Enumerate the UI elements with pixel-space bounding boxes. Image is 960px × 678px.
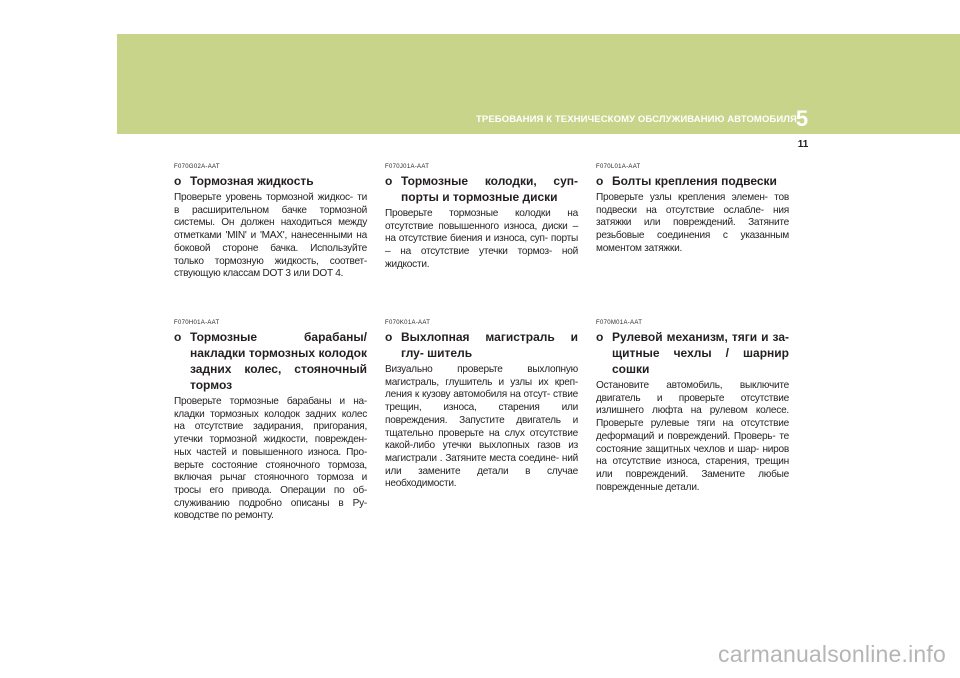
section-exhaust — [385, 320, 578, 491]
section-code: F070M01A-AAT — [596, 320, 643, 326]
section-code: F070H01A-AAT — [174, 320, 220, 326]
chapter-title: ТРЕБОВАНИЯ К ТЕХНИЧЕСКОМУ ОБСЛУЖИВАНИЮ АВТОМОБИЛЯ — [476, 114, 797, 125]
section-title-text: Тормозная жидкость — [190, 174, 314, 188]
section-brake-pads — [385, 164, 578, 272]
section-title — [385, 173, 578, 205]
section-title-text: Рулевой механизм, тяги и за- щитные чехлы / шарнир сошки — [612, 330, 789, 376]
section-steering — [596, 320, 789, 494]
section-rear-brakes — [174, 320, 367, 523]
section-suspension-bolts — [596, 164, 789, 256]
section-title — [596, 173, 789, 189]
section-title — [174, 329, 367, 393]
section-body: Проверьте узлы крепления элемен- тов подвески на отсутствие ослабле- ния затяжки или повреждений. Затяните резьбовые соединения с указанным моментом затяжки. — [596, 192, 789, 254]
section-title-text: Тормозные колодки, суп- порты и тормозные диски — [401, 174, 578, 204]
bullet-marker: o — [596, 174, 604, 188]
bullet-marker: o — [174, 330, 182, 344]
bullet-marker: o — [385, 330, 393, 344]
section-title-text: Болты крепления подвески — [612, 174, 777, 188]
watermark: carmanualsonline.info — [718, 641, 946, 667]
section-title — [385, 329, 578, 361]
section-code: F070K01A-AAT — [385, 320, 431, 326]
section-title-text: Выхлопная магистраль и глу- шитель — [401, 330, 578, 360]
page-number: 11 — [797, 139, 809, 150]
section-body: Проверьте тормозные колодки на отсутствие повышенного износа, диски – на отсутствие биения и износа, суп- порты – на отсутствие утечки тормоз- ной жидкости. — [385, 208, 578, 270]
bullet-marker: o — [596, 330, 604, 344]
section-code: F070J01A-AAT — [385, 164, 430, 170]
section-body: Проверьте уровень тормозной жидкос- ти в расширительном бачке тормозной системы. Он должен находиться между отметками 'MIN' и 'MAX', нанесенными на боковой стороне бачка. Используйте только тормозную жидкость, соответ- ствующую классам DOT 3 или DOT 4. — [174, 192, 367, 280]
bullet-marker: o — [385, 174, 393, 188]
section-brake-fluid — [174, 164, 367, 281]
section-body: Визуально проверьте выхлопную магистраль, глушитель и узлы их креп- ления к кузову автомобиля на отсут- ствие трещин, износа, старения или повреждения. Запустите двигатель и тщательно проверьте на слух отсутствие какой-либо утечки выхлопных газов из магистрали . Затяните места соедине- ний или замените детали в случае необходимости. — [385, 364, 578, 490]
section-code: F070L01A-AAT — [596, 164, 641, 170]
section-code: F070G02A-AAT — [174, 164, 220, 170]
section-title — [596, 329, 789, 377]
section-title-text: Тормозные барабаны/накладки тормозных колодок задних колес, стояночный тормоз — [190, 330, 367, 392]
section-title — [174, 173, 367, 189]
chapter-number: 5 — [795, 106, 809, 131]
section-body: Остановите автомобиль, выключите двигатель и проверьте отсутствие излишнего люфта на рулевом колесе. Проверьте рулевые тяги на отсутствие деформаций и повреждений. Проверь- те состояние защитных чехлов и шар- ниров на отсутствие износа, старения, трещин или повреждений. Замените любые поврежденные детали. — [596, 380, 789, 493]
section-body: Проверьте тормозные барабаны и на- кладки тормозных колодок задних колес на отсутствие задирания, пригорания, утечки тормозной жидкости, поврежден- ных частей и повышенного износа. Про- верьте состояние стояночного тормоза, включая рычаг стояночного тормоза и тросы его привода. Операции по об- служиванию подробно описаны в Ру- ководстве по ремонту. — [174, 396, 367, 522]
bullet-marker: o — [174, 174, 182, 188]
